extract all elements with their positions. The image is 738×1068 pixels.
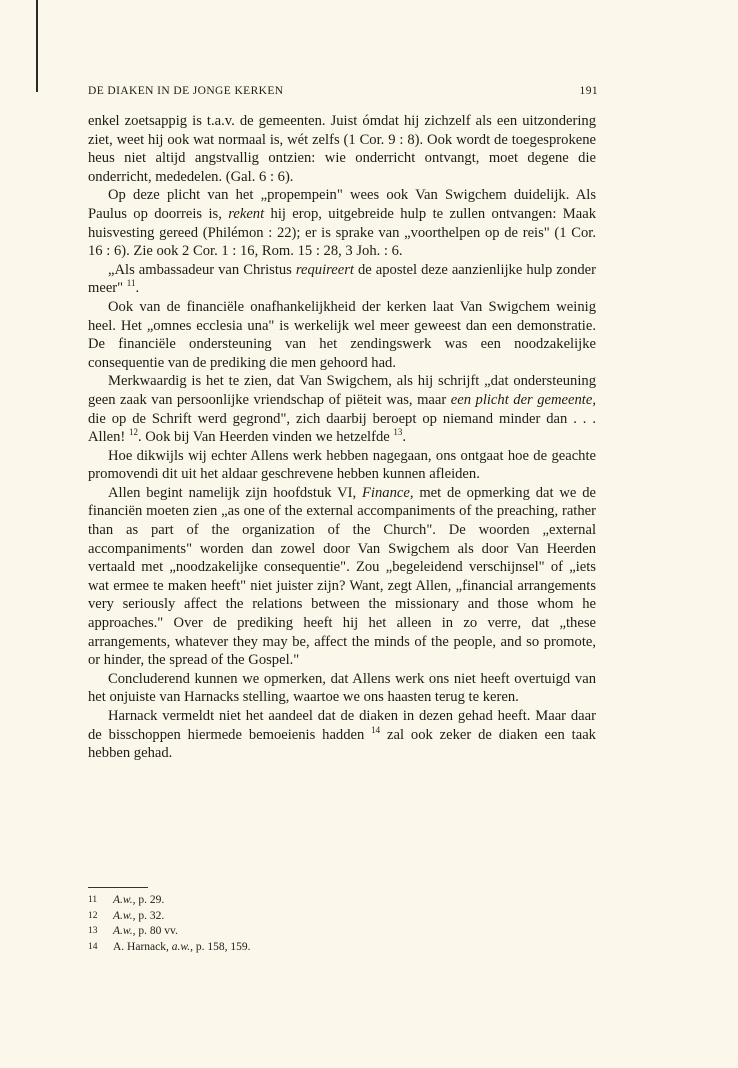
footnote-ref: 11 — [126, 278, 136, 289]
footnote: 14 A. Harnack, a.w., p. 158, 159. — [88, 940, 596, 956]
footnotes — [88, 893, 596, 955]
paragraph-7: Allen begint namelijk zijn hoofdstuk VI, Finance, met de opmerking dat we de financiën moeten zien „as one of the external accompaniments of the preaching, rather than as part of the organization of the Church". De woorden „external accompaniments" worden dan zowel door Van Swigchem als door Van Heerden vertaald met „noodzakelijke consequentie". Zou „begeleidend verschijnsel" of „iets wat ermee te maken heeft" niet juister zijn? Want, zegt Allen, „financial arrangements very seriously affect the relations between the missionary and those whom he approaches." Over de prediking heeft hij het alleen in zo verre, dat „these arrangements, whatever they may be, affect the minds of the people, and so promote, or hinder, the spread of the Gospel." — [88, 484, 596, 669]
paragraph-2: Op deze plicht van het „propempein" wees ook Van Swigchem duidelijk. Als Paulus op doorreis is, rekent hij erop, uitgebreide hulp te zullen ontvangen: Maak huisvesting gereed (Philémon : 22); er is sprake van „voorthelpen op de reis" (1 Cor. 16 : 6). Zie ook 2 Cor. 1 : 16, Rom. 15 : 28, 3 Joh. : 6. — [88, 187, 596, 260]
paragraph-6: Hoe dikwijls wij echter Allens werk hebben nagegaan, ons ontgaat hoe de geachte promovendi dit uit het aldaar geschrevene hebben kunnen afleiden. — [88, 447, 596, 483]
footnote-rule — [88, 887, 148, 888]
footnote-number: 13 — [88, 926, 98, 936]
body-text — [88, 112, 596, 763]
running-head — [88, 85, 598, 97]
paragraph-3: „Als ambassadeur van Christus requireert de apostel deze aanzienlijke hulp zonder meer" $^{11}$. — [88, 261, 596, 297]
paragraph-5: Merkwaardig is het te zien, dat Van Swigchem, als hij schrijft „dat ondersteuning geen zaak van persoonlijke vriendschap of piëteit was, maar een plicht der gemeente, die op de Schrift werd gegrond", zich daarbij beroept op niemand minder dan . . . Allen! $^{12}$. Ook bij Van Heerden vinden we hetzelfde $^{13}$. — [88, 373, 596, 446]
footnote: 12 A.w., p. 32. — [88, 909, 596, 925]
page-number: 191 — [579, 85, 598, 97]
footnote-ref: 13 — [393, 427, 403, 438]
emphasis: een plicht der gemeente, — [450, 391, 596, 408]
footnote: 11 A.w., p. 29. — [88, 893, 596, 909]
footnote-number: 12 — [88, 910, 98, 921]
emphasis: rekent — [228, 205, 265, 222]
paragraph-1: enkel zoetsappig is t.a.v. de gemeenten. Juist ómdat hij zichzelf als een uitzondering ziet, weet hij ook wat normaal is, wét zelfs (1 Cor. 9 : 8). Ook wordt de toegesprokene heus niet altijd angstvallig ontzien: wie onderricht ontvangt, moet degene die onderricht, mededelen. (Gal. 6 : 6). — [88, 113, 596, 185]
running-head-title: DE DIAKEN IN DE JONGE KERKEN — [88, 85, 284, 97]
footnote-ref: 12 — [128, 427, 138, 438]
footnote-number: 11 — [88, 895, 98, 905]
paragraph-8: Concluderend kunnen we opmerken, dat Allens werk ons niet heeft overtuigd van het onjuiste van Harnacks stelling, waartoe we ons haasten terug te keren. — [88, 670, 596, 706]
footnote-number: 14 — [88, 941, 98, 952]
footnote-ref: 14 — [371, 724, 381, 735]
paragraph-9: Harnack vermeldt niet het aandeel dat de diaken in dezen gehad heeft. Maar daar de bisschoppen hiermede bemoeienis hadden $^{14}$ zal ook zeker de diaken een taak hebben gehad. — [88, 708, 596, 762]
footnote: 13 A.w., p. 80 vv. — [88, 924, 596, 940]
emphasis: Finance, — [362, 484, 414, 501]
emphasis: requireert — [295, 261, 354, 278]
paragraph-4: Ook van de financiële onafhankelijkheid der kerken laat Van Swigchem weinig heel. Het „omnes ecclesia una" is werkelijk wel meer geweest dan een demonstratie. De financiële ondersteuning van het zendingswerk was een noodzakelijke consequentie van de prediking die men gehoord had. — [88, 298, 596, 371]
page-edge-line — [36, 0, 38, 92]
